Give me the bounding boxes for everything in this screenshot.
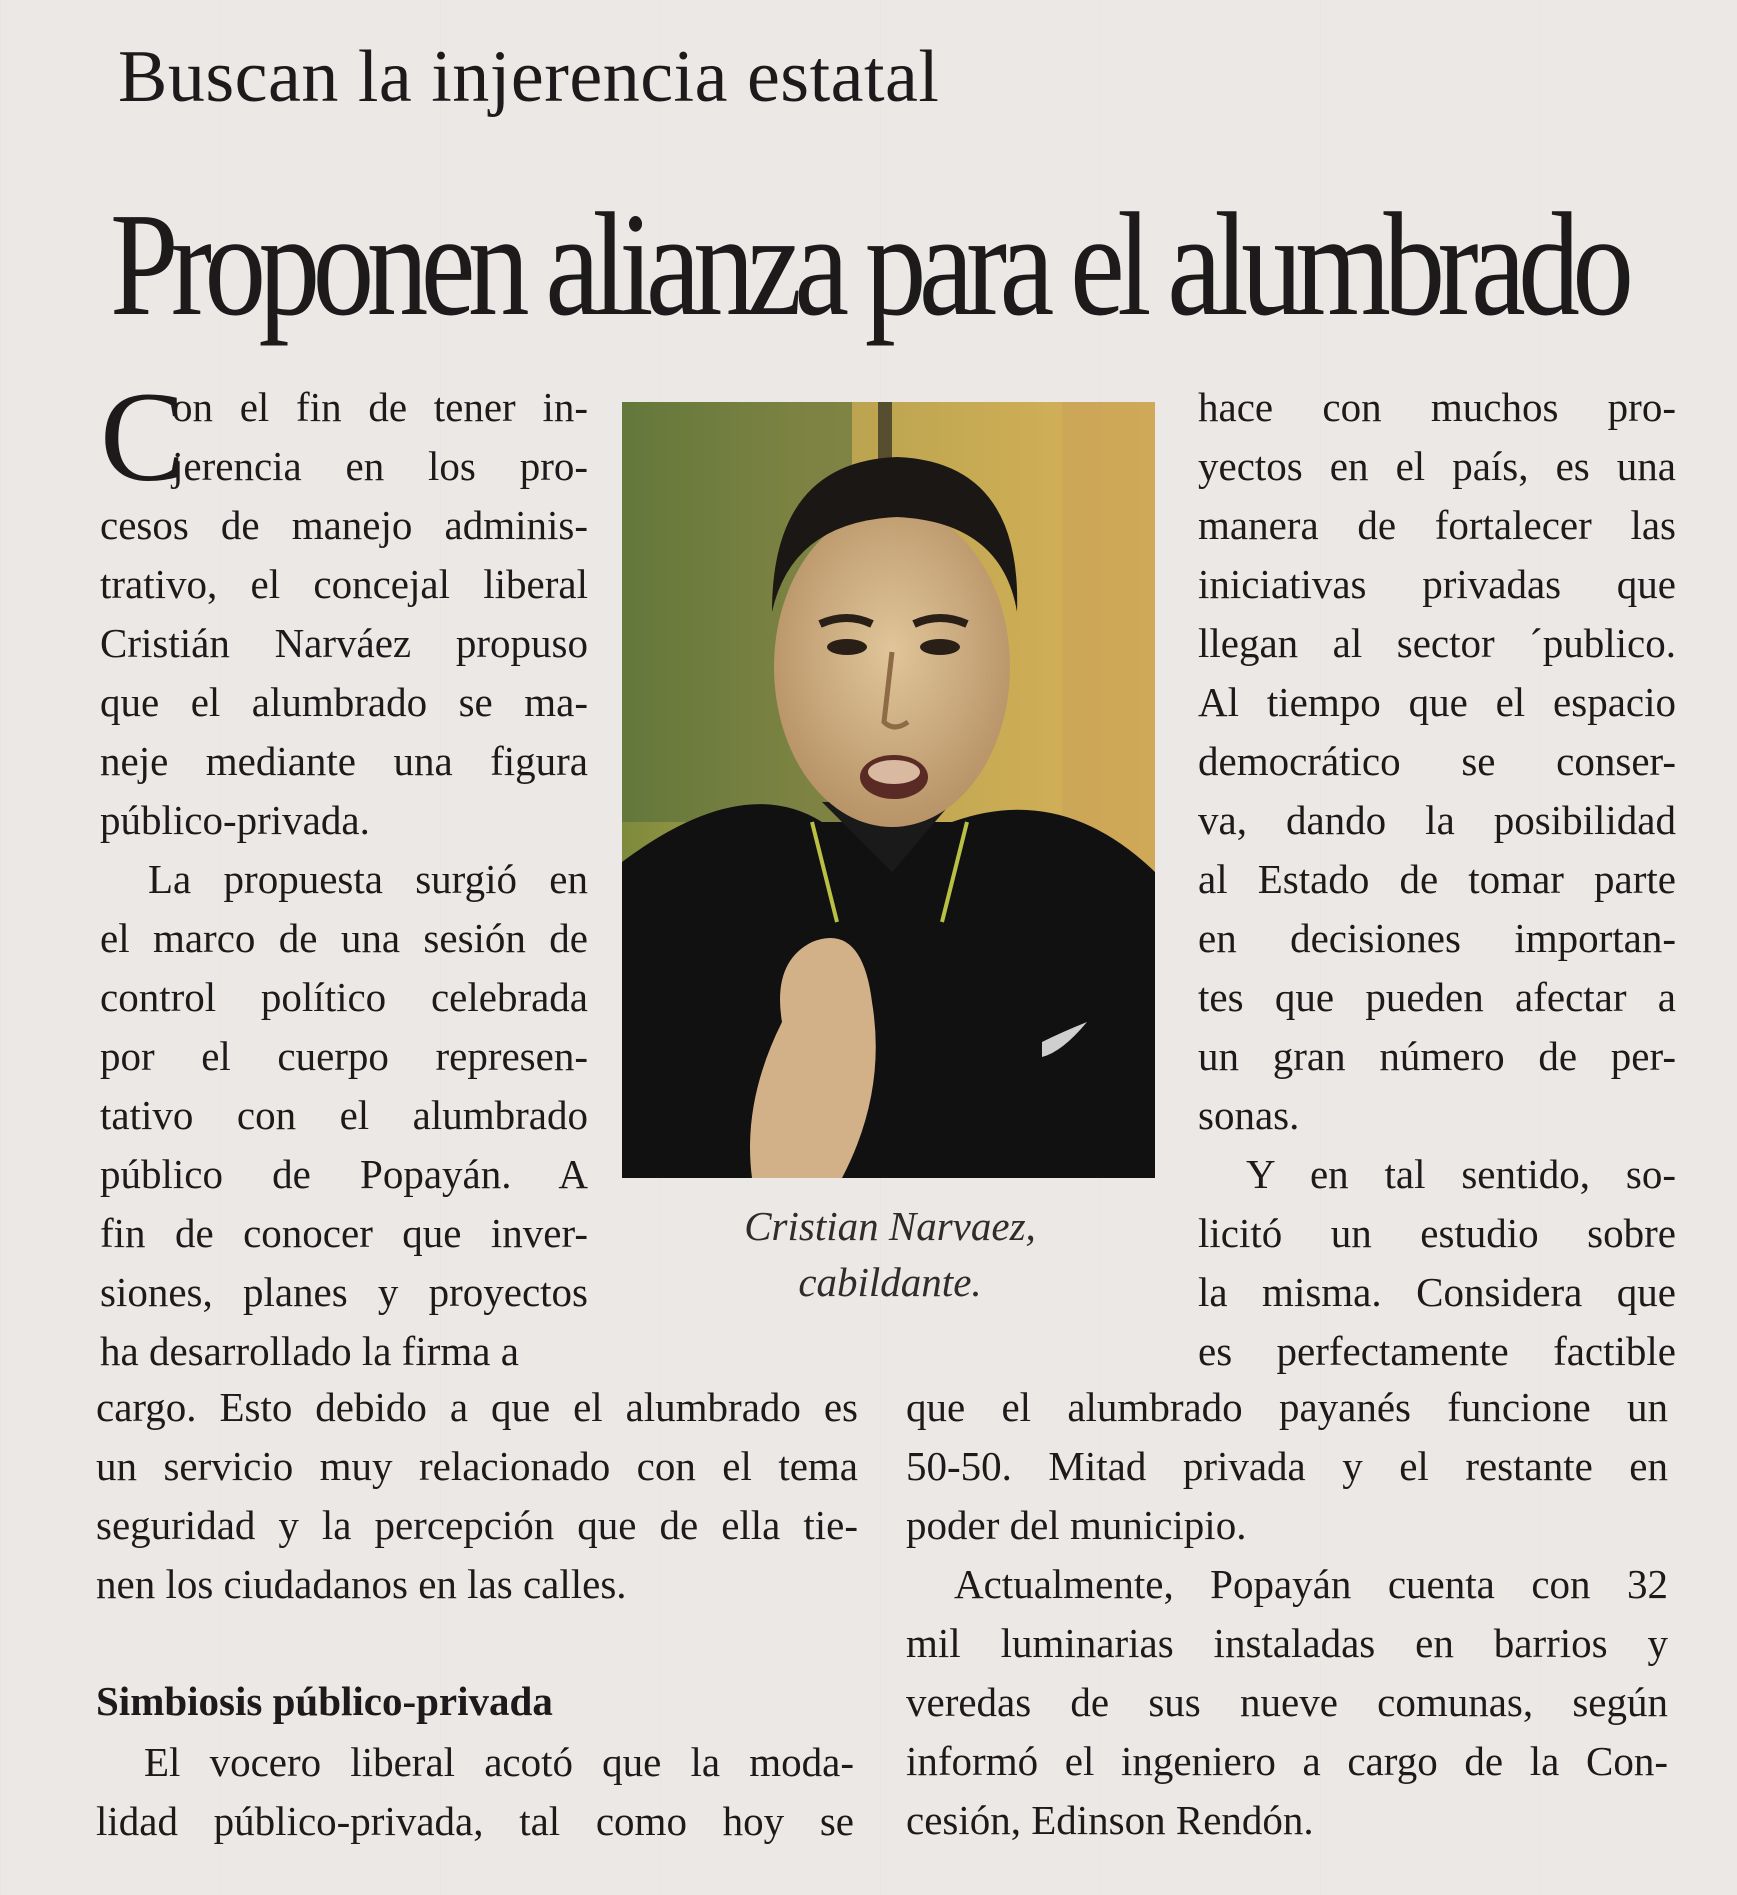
- text-line: público-privada.: [100, 797, 370, 843]
- text-line: que el alumbrado payanés funcione un: [906, 1384, 1668, 1430]
- text-line: llegan al sector ´publico.: [1198, 620, 1676, 666]
- text-line: democrático se conser-: [1198, 738, 1676, 784]
- drop-cap: C: [100, 366, 186, 508]
- text-line: trativo, el concejal liberal: [100, 561, 588, 607]
- text-line: cargo. Esto debido a que el alumbrado es: [96, 1384, 858, 1430]
- text-line: 50-50. Mitad privada y el restante en: [906, 1443, 1668, 1489]
- text-line: un gran número de per-: [1198, 1033, 1676, 1079]
- text-line: nen los ciudadanos en las calles.: [96, 1561, 627, 1607]
- text-line: por el cuerpo represen-: [100, 1033, 588, 1079]
- text-line: va, dando la posibilidad: [1198, 797, 1676, 843]
- text-line: neje mediante una figura: [100, 738, 588, 784]
- portrait-photo: [622, 402, 1155, 1178]
- text-line: que el alumbrado se ma-: [100, 679, 588, 725]
- text-line: Y en tal sentido, so-: [1246, 1151, 1676, 1197]
- text-line: Actualmente, Popayán cuenta con 32: [954, 1561, 1668, 1607]
- text-line: cesión, Edinson Rendón.: [906, 1797, 1314, 1843]
- text-line: control político celebrada: [100, 974, 588, 1020]
- text-line: lidad público-privada, tal como hoy se: [96, 1798, 854, 1844]
- text-line: la misma. Considera que: [1198, 1269, 1676, 1315]
- column-left-narrow: [100, 366, 588, 1381]
- text-line: ha desarrollado la firma a: [100, 1328, 519, 1374]
- photo-caption: [700, 1198, 1080, 1310]
- text-line: público de Popayán. A: [100, 1151, 588, 1197]
- text-line: hace con muchos pro-: [1198, 384, 1676, 430]
- column-left-end: [96, 1733, 854, 1851]
- caption-role: cabildante.: [798, 1259, 982, 1305]
- first-paragraph: [100, 366, 588, 850]
- text-line: jerencia en los pro-: [172, 443, 588, 489]
- text-line: manera de fortalecer las: [1198, 502, 1676, 548]
- text-line: seguridad y la percepción que de ella tie-: [96, 1502, 858, 1548]
- text-line: yectos en el país, es una: [1198, 443, 1676, 489]
- text-line: mil luminarias instaladas en barrios y: [906, 1620, 1668, 1666]
- portrait-illustration: [622, 402, 1155, 1178]
- text-line: El vocero liberal acotó que la moda-: [144, 1739, 854, 1785]
- text-line: un servicio muy relacionado con el tema: [96, 1443, 858, 1489]
- text-line: Al tiempo que el espacio: [1198, 679, 1676, 725]
- text-line: poder del municipio.: [906, 1502, 1247, 1548]
- caption-name: Cristian Narvaez,: [744, 1203, 1036, 1249]
- column-right-wide: [906, 1378, 1668, 1850]
- text-line: el marco de una sesión de: [100, 915, 588, 961]
- article-headline: Proponen alianza para el alumbrado: [110, 183, 1627, 347]
- text-line: cesos de manejo adminis-: [100, 502, 588, 548]
- text-line: Cristián Narváez propuso: [100, 620, 588, 666]
- column-left-wide: [96, 1378, 858, 1614]
- text-line: fin de conocer que inver-: [100, 1210, 588, 1256]
- text-line: tes que pueden afectar a: [1198, 974, 1676, 1020]
- text-line: siones, planes y proyectos: [100, 1269, 588, 1315]
- text-line: licitó un estudio sobre: [1198, 1210, 1676, 1256]
- section-subheading: Simbiosis público-privada: [96, 1678, 553, 1724]
- article-kicker: Buscan la injerencia estatal: [118, 36, 940, 118]
- text-line: tativo con el alumbrado: [100, 1092, 588, 1138]
- text-line: veredas de sus nueve comunas, según: [906, 1679, 1668, 1725]
- text-line: informó el ingeniero a cargo de la Con-: [906, 1738, 1668, 1784]
- text-line: en decisiones importan-: [1198, 915, 1676, 961]
- column-right-narrow: [1198, 378, 1676, 1381]
- text-line: sonas.: [1198, 1092, 1300, 1138]
- text-line: al Estado de tomar parte: [1198, 856, 1676, 902]
- text-line: La propuesta surgió en: [148, 856, 588, 902]
- text-line: es perfectamente factible: [1198, 1328, 1676, 1374]
- text-line: iniciativas privadas que: [1198, 561, 1676, 607]
- text-line: on el fin de tener in-: [172, 384, 588, 430]
